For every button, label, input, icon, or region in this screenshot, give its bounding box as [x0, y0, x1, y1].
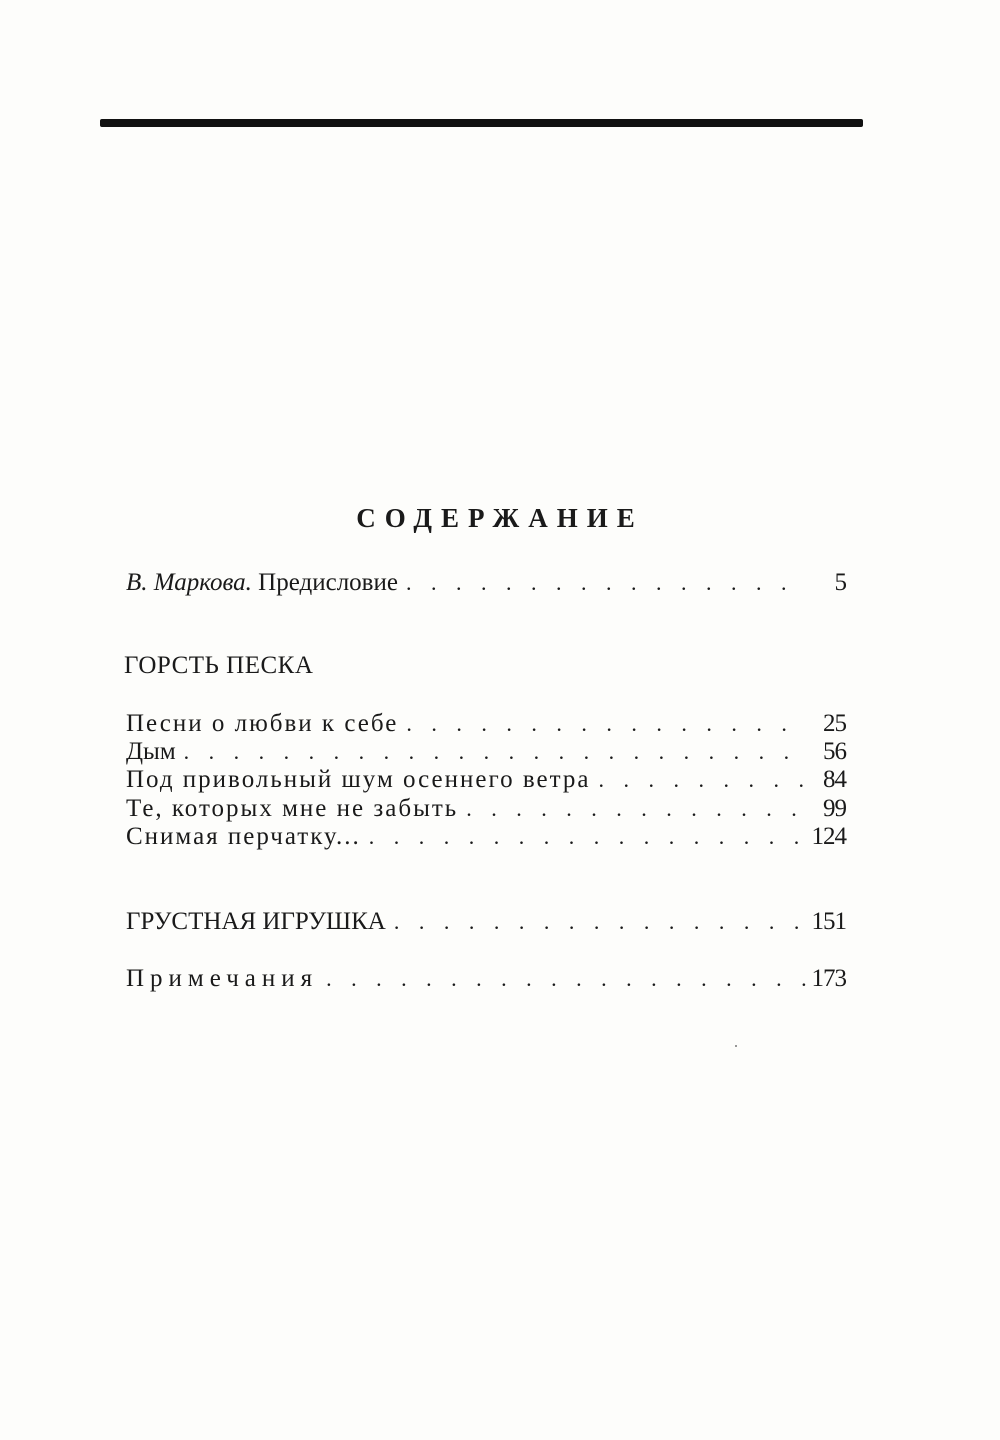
- page-number: 151: [811, 908, 846, 935]
- toc-entry[interactable]: [126, 794, 846, 824]
- dot-leader: [458, 794, 806, 824]
- dot-leader: [590, 765, 806, 795]
- toc-entry-preface[interactable]: [126, 568, 846, 598]
- section-title: ГОРСТЬ ПЕСКА: [124, 652, 314, 679]
- preface-title: Предисловие: [258, 569, 398, 596]
- dot-leader: [386, 907, 806, 937]
- top-rule: [100, 119, 863, 127]
- paper-speck: [735, 1045, 737, 1047]
- toc-entry-label: [126, 568, 398, 598]
- dot-leader: [398, 709, 806, 739]
- dot-leader: [398, 568, 806, 598]
- toc-entry-title: Под привольный шум осеннего ветра: [126, 766, 591, 793]
- dot-leader: [176, 737, 806, 767]
- contents-heading: СОДЕРЖАНИЕ: [356, 503, 644, 533]
- toc-entry-title: Дым: [126, 738, 176, 765]
- toc-entry-second-section[interactable]: [126, 907, 846, 937]
- toc-entry-title: Те, которых мне не забыть: [126, 795, 459, 822]
- dot-leader: [361, 822, 806, 852]
- toc-entry[interactable]: [126, 822, 846, 852]
- toc-entry-notes[interactable]: [126, 964, 846, 994]
- page-number: 99: [823, 795, 846, 822]
- toc-entry-title: Песни о любви к себе: [126, 710, 399, 737]
- toc-entry[interactable]: [126, 709, 846, 739]
- toc-entry-title: ГРУСТНАЯ ИГРУШКА: [126, 908, 386, 935]
- page-number: 124: [811, 823, 846, 850]
- page-number: 25: [823, 710, 846, 737]
- toc-entry-title: Снимая перчатку...: [126, 823, 361, 850]
- page-number: 173: [811, 965, 846, 992]
- preface-author: В. Маркова.: [126, 569, 252, 596]
- dot-leader: [318, 964, 806, 994]
- page-number: 84: [823, 766, 846, 793]
- toc-entry-title: Примечания: [126, 965, 319, 992]
- toc-entry[interactable]: [126, 737, 846, 767]
- page-number: 56: [823, 738, 846, 765]
- toc-entry[interactable]: [126, 765, 846, 795]
- page-number: 5: [834, 569, 846, 596]
